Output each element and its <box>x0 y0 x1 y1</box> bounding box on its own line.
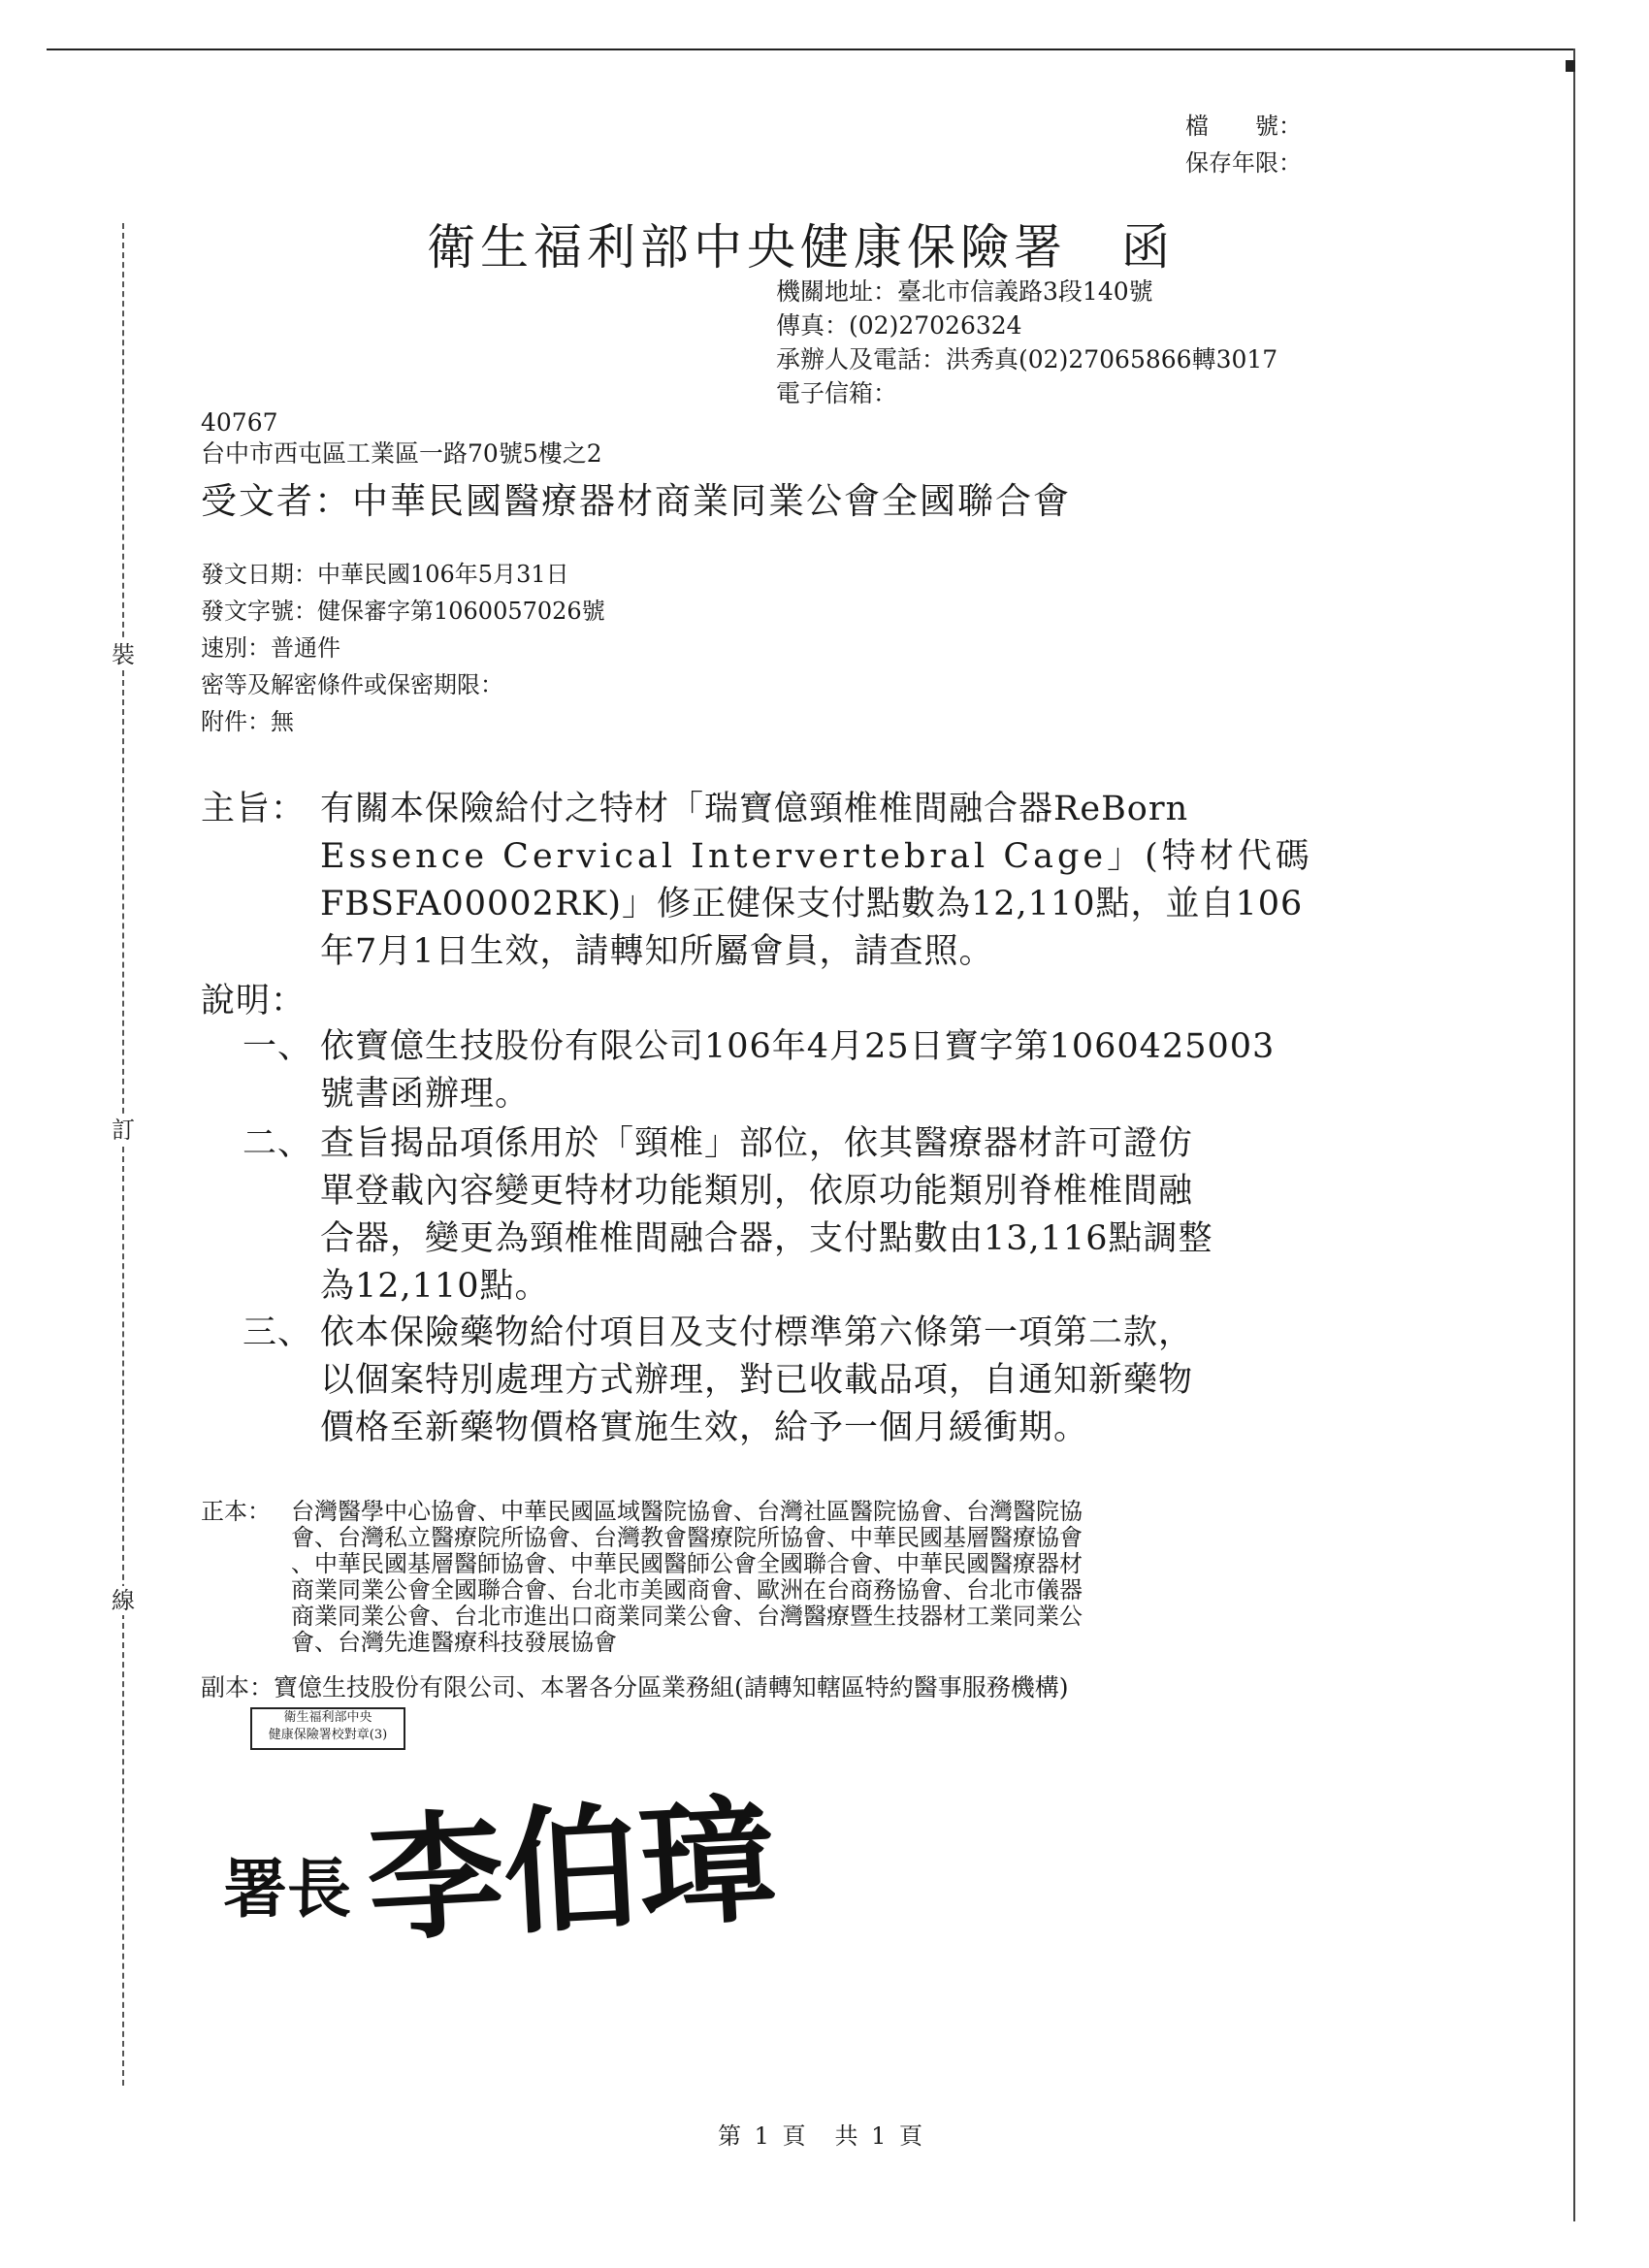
item-number: 一、 <box>242 1027 313 1066</box>
director-signature <box>223 1775 805 1969</box>
recipient-address: 台中市西屯區工業區一路70號5樓之2 <box>201 439 602 468</box>
primary-recipients-line: 商業同業公會、台北市進出口商業同業公會、台灣醫療暨生技器材工業同業公 <box>291 1603 1083 1630</box>
secrecy-level: 密等及解密條件或保密期限： <box>201 671 503 698</box>
agency-name: 衛生福利部中央健康保險署 <box>427 219 1067 275</box>
item-line: 依寶億生技股份有限公司106年4月25日寶字第1060425003 <box>320 1027 1276 1066</box>
signature-title: 署長 <box>223 1851 351 1927</box>
sender-contact: 承辦人及電話：洪秀真(02)27065866轉3017 <box>776 345 1278 373</box>
primary-recipients-line: 、中華民國基層醫師協會、中華民國醫師公會全國聯合會、中華民國醫療器材 <box>291 1550 1083 1577</box>
item-line: 價格至新藥物價格實施生效，給予一個月緩衝期。 <box>320 1409 1089 1447</box>
scan-edge-corner <box>1566 60 1575 72</box>
primary-recipients-label: 正本： <box>201 1498 271 1525</box>
document-type: 函 <box>1121 219 1175 275</box>
primary-recipients-list <box>291 1499 1083 1656</box>
item-line: 依本保險藥物給付項目及支付標準第六條第一項第二款， <box>320 1313 1194 1352</box>
sender-email: 電子信箱： <box>776 379 898 407</box>
item-line: 查旨揭品項係用於「頸椎」部位，依其醫療器材許可證仿 <box>320 1124 1194 1163</box>
attachment: 附件：無 <box>201 708 294 735</box>
sender-address: 機關地址：臺北市信義路3段140號 <box>776 277 1153 306</box>
subject-text <box>320 786 1368 976</box>
page-number: 第 1 頁 共 1 頁 <box>718 2122 926 2150</box>
stamp-line: 健康保險署校對章(3) <box>268 1728 388 1742</box>
item-number: 三、 <box>242 1313 313 1352</box>
subject-line: FBSFA00002RK)」修正健保支付點數為12,110點，並自106 <box>320 885 1304 923</box>
stamp-line: 衛生福利部中央 <box>283 1710 372 1725</box>
scan-edge-top <box>47 49 1575 50</box>
item-line: 以個案特別處理方式辦理，對已收載品項，自通知新藥物 <box>320 1361 1194 1400</box>
subject-line: 有關本保險給付之特材「瑞寶億頸椎椎間融合器ReBorn <box>320 790 1189 828</box>
page-title <box>427 209 1175 278</box>
binding-mark-zhuang: 裝 <box>109 640 138 669</box>
binding-mark-xian: 線 <box>109 1586 138 1615</box>
postal-code: 40767 <box>201 408 278 437</box>
subject-line: 年7月1日生效，請轉知所屬會員，請查照。 <box>320 932 994 971</box>
copy-recipients-label: 副本： <box>201 1673 275 1701</box>
issue-date: 發文日期：中華民國106年5月31日 <box>201 561 569 588</box>
file-number-label: 檔 號： <box>1185 113 1302 140</box>
recipient-name: 受文者：中華民國醫療器材商業同業公會全國聯合會 <box>201 480 1071 522</box>
binding-line <box>122 223 124 2086</box>
primary-recipients-line: 會、台灣先進醫療科技發展協會 <box>291 1629 617 1656</box>
item-line: 單登載內容變更特材功能類別，依原功能類別脊椎椎間融 <box>320 1172 1194 1211</box>
proofreading-stamp <box>250 1707 405 1750</box>
copy-recipients-text: 寶億生技股份有限公司、本署各分區業務組(請轉知轄區特約醫事服務機構) <box>274 1673 1069 1701</box>
priority: 速別：普通件 <box>201 634 340 662</box>
signature-name: 李伯璋 <box>363 1781 779 1961</box>
item-line: 合器，變更為頸椎椎間融合器，支付點數由13,116點調整 <box>320 1219 1213 1258</box>
document-number: 發文字號：健保審字第1060057026號 <box>201 598 605 625</box>
retention-period-label: 保存年限： <box>1185 149 1302 177</box>
scan-edge-right <box>1573 49 1575 2221</box>
primary-recipients-line: 會、台灣私立醫療院所協會、台灣教會醫療院所協會、中華民國基層醫療協會 <box>291 1524 1083 1551</box>
sender-fax: 傳真：(02)27026324 <box>776 311 1022 340</box>
subject-label: 主旨： <box>201 790 307 828</box>
item-number: 二、 <box>242 1124 313 1163</box>
item-line: 為12,110點。 <box>320 1267 550 1306</box>
primary-recipients-line: 台灣醫學中心協會、中華民國區域醫院協會、台灣社區醫院協會、台灣醫院協 <box>291 1498 1083 1525</box>
primary-recipients-line: 商業同業公會全國聯合會、台北市美國商會、歐洲在台商務協會、台北市儀器 <box>291 1576 1083 1604</box>
item-line: 號書函辦理。 <box>320 1075 531 1114</box>
binding-mark-ding: 訂 <box>109 1116 138 1145</box>
description-label: 說明： <box>201 982 307 1021</box>
copy-recipients <box>201 1674 1069 1701</box>
subject-line: Essence Cervical Intervertebral Cage」(特材代碼 <box>320 837 1313 876</box>
